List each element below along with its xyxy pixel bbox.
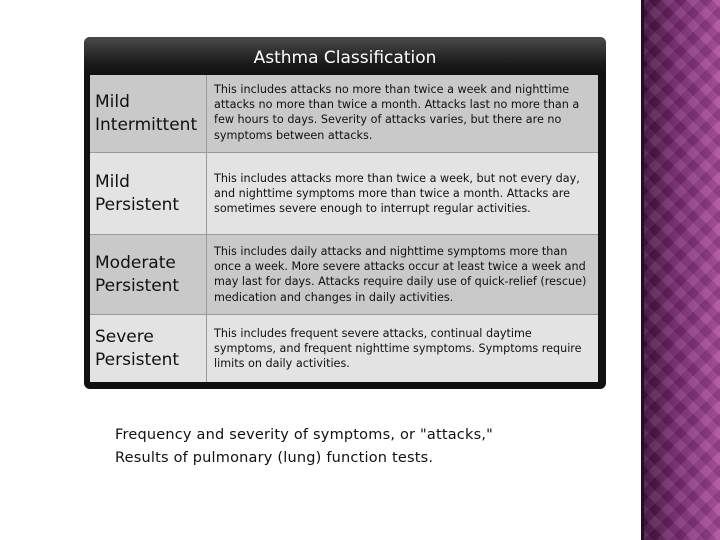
classification-cell: [90, 75, 207, 152]
asthma-classification-table: [84, 37, 606, 389]
table-row: [90, 75, 598, 153]
classification-name: Severe: [95, 326, 154, 347]
classification-name: Moderate: [95, 252, 176, 273]
description-cell: This includes frequent severe attacks, continual daytime symptoms, and frequent nighttime symptoms. Symptoms require limits on daily activities.: [214, 327, 582, 371]
classification-type: Persistent: [95, 275, 180, 296]
table-row: [90, 315, 598, 382]
classification-cell: [90, 315, 207, 382]
table-row: [90, 153, 598, 235]
table-row: [90, 235, 598, 315]
caption-line: Results of pulmonary (lung) function tests.: [115, 450, 434, 466]
description-cell: This includes daily attacks and nighttime symptoms more than once a week. More severe attacks occur at least twice a week and may last for days. Attacks require daily use of quick-relief (rescue) medication and changes in daily activities.: [214, 245, 587, 304]
classification-cell: [90, 235, 207, 314]
classification-cell: [90, 153, 207, 234]
caption-line: Frequency and severity of symptoms, or "attacks,": [115, 427, 494, 443]
table-title: Asthma Classification: [84, 37, 606, 75]
classification-name: Mild: [95, 91, 130, 112]
classification-name: Mild: [95, 171, 130, 192]
slide-caption: [115, 424, 493, 470]
side-panel-edge: [641, 0, 644, 540]
classification-type: Persistent: [95, 349, 180, 370]
classification-type: Intermittent: [95, 114, 198, 135]
classification-type: Persistent: [95, 194, 180, 215]
description-cell: This includes attacks no more than twice a week and nighttime attacks no more than twice a month. Attacks last no more than a few hours to days. Severity of attacks varies, but there are no symptoms between attacks.: [214, 83, 580, 142]
description-cell: This includes attacks more than twice a week, but not every day, and nighttime symptoms more than twice a month. Attacks are sometimes severe enough to interrupt regular activities.: [214, 172, 580, 216]
decorative-side-panel: [641, 0, 720, 540]
